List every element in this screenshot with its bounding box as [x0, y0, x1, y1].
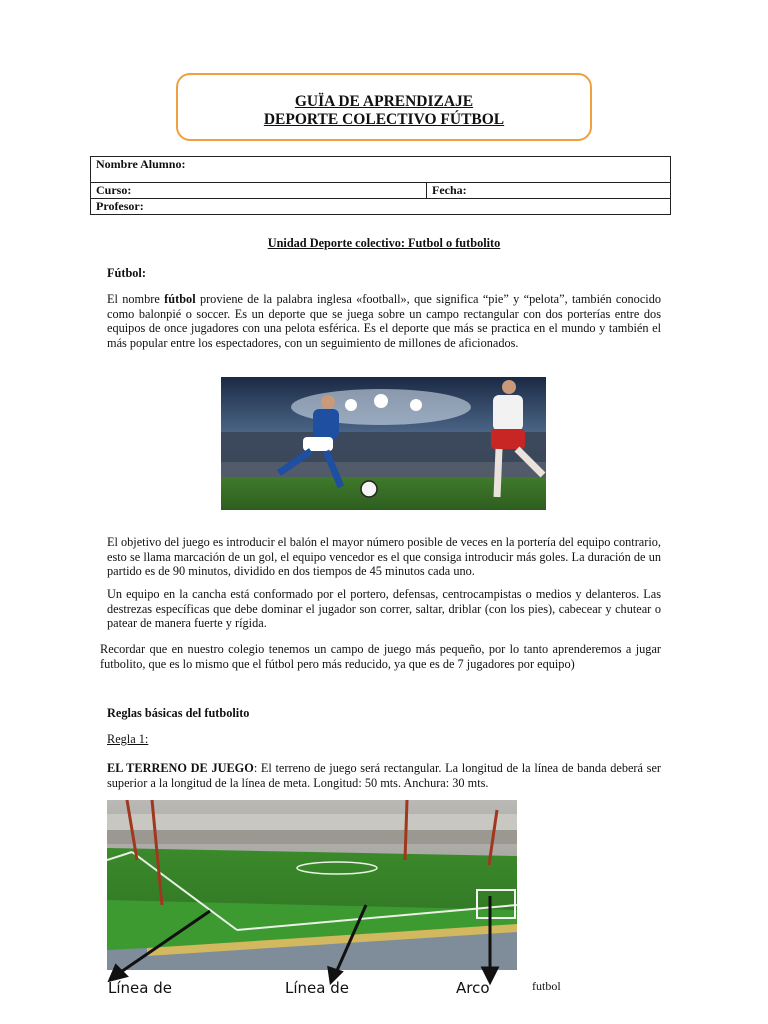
field-label-meta: Línea de [285, 979, 349, 997]
title-box [176, 73, 592, 141]
rule-1-paragraph [107, 761, 661, 790]
field-label-banda: Línea de [108, 979, 172, 997]
field-trailing-text: futbol [532, 979, 561, 993]
arrow-overlay [0, 890, 768, 990]
intro-pre: El nombre [107, 292, 165, 306]
objective-paragraph: El objetivo del juego es introducir el balón el mayor número posible de veces en la portería del equipo contrario, esto se llama marcación de un gol, el equipo vencedor es el que consiga introducir más goles. La duración de un partido es de 90 minutos, dividido en dos tiempos de 45 minutos cada uno. [107, 535, 661, 578]
fecha-field[interactable] [427, 183, 671, 199]
nombre-label: Nombre Alumno: [96, 157, 186, 171]
rules-heading: Reglas básicas del futbolito [107, 706, 250, 720]
unit-title: Unidad Deporte colectivo: Futbol o futbolito [267, 236, 501, 250]
intro-post: proviene de la palabra inglesa «football», que significa “pie” y “pelota”, también conocido como balonpié o soccer. Es un deporte que se juega sobre un campo rectangular con dos porterías entre dos equipos de once jugadores con una pelota esférica. Es el deporte que más se practica en el mundo y también el más popular entre los espectadores, con un seguimiento de millones de aficionados. [107, 292, 661, 350]
section-heading-futbol: Fútbol: [107, 266, 146, 280]
fecha-label: Fecha: [432, 183, 467, 197]
profesor-label: Profesor: [96, 199, 144, 213]
profesor-field[interactable] [91, 199, 671, 215]
field-label-arco: Arco [456, 979, 490, 997]
curso-label: Curso: [96, 183, 132, 197]
student-info-table [90, 156, 671, 215]
reminder-paragraph: Recordar que en nuestro colegio tenemos un campo de juego más pequeño, por lo tanto aprenderemos a jugar futbolito, que es lo mismo que el fútbol pero más reducido, ya que es de 7 jugadores por equipo) [100, 642, 661, 671]
nombre-field[interactable] [91, 157, 671, 183]
intro-paragraph [107, 292, 661, 350]
rule-1-label: Regla 1: [107, 732, 149, 746]
curso-field[interactable] [91, 183, 427, 199]
soccer-players-image [221, 377, 546, 510]
rule-1-bold: EL TERRENO DE JUEGO [107, 761, 254, 775]
team-paragraph: Un equipo en la cancha está conformado por el portero, defensas, centrocampistas o medios y delanteros. Las destrezas específicas que debe dominar el jugador son correr, saltar, driblar (con los pies), cabecear y chutear o patear de manera fuerte y rígida. [107, 587, 661, 630]
rule-1-text: : El terreno de juego será rectangular. La longitud de la línea de banda deberá ser superior a la longitud de la línea de meta. Longitud: 50 mts. Anchura: 30 mts. [107, 761, 662, 790]
title-line-1: GUÏA DE APRENDIZAJE [294, 93, 474, 110]
title-line-2: DEPORTE COLECTIVO FÚTBOL [263, 111, 505, 128]
intro-bold: fútbol [164, 292, 196, 306]
